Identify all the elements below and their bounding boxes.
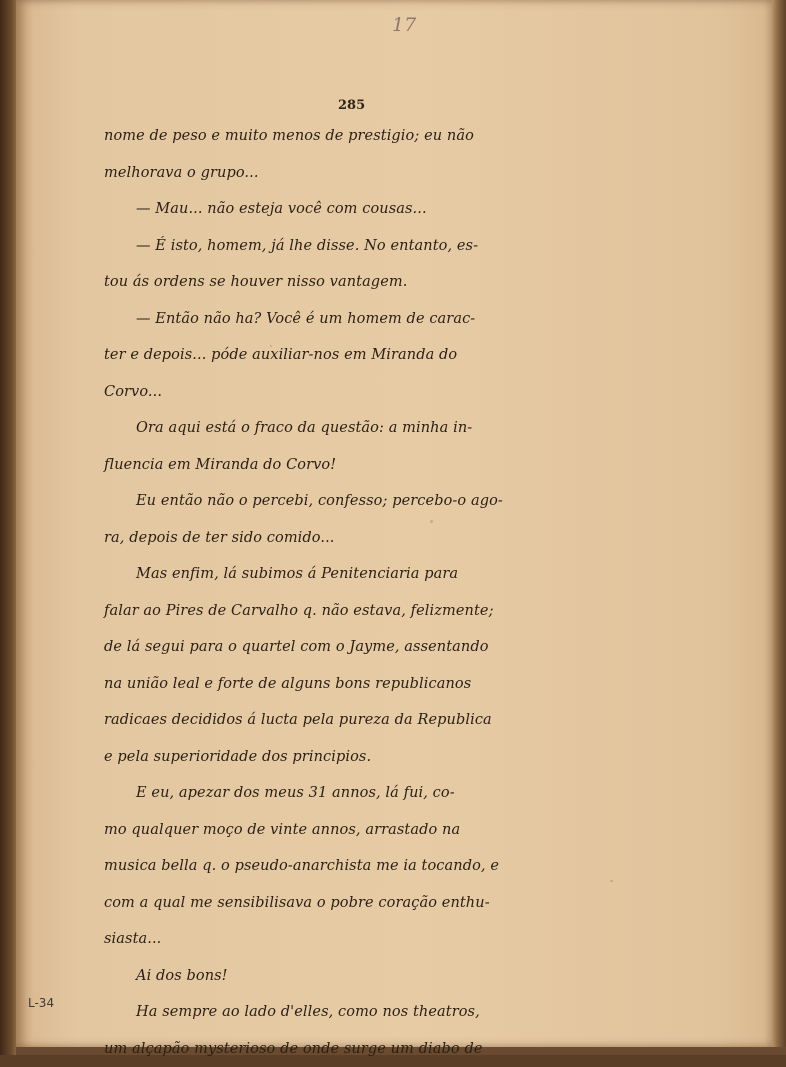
text-line: falar ao Pires de Carvalho q. não estava, felizmente; [104,593,584,630]
text-line: de lá segui para o quartel com o Jayme, assentando [104,629,584,666]
text-line: melhorava o grupo... [104,155,584,192]
page-right-edge [772,0,786,1055]
text-line: ra, depois de ter sido comido... [104,520,584,557]
text-line: Mas enfim, lá subimos á Penitenciaria para [104,556,584,593]
text-line: nome de peso e muito menos de prestigio; eu não [104,118,584,155]
handwritten-text [104,118,584,1067]
text-line: — Mau... não esteja você com cousas... [104,191,584,228]
text-line: com a qual me sensibilisava o pobre coração enthu- [104,885,584,922]
text-line: E eu, apezar dos meus 31 annos, lá fui, co- [104,775,584,812]
text-line: — Então não ha? Você é um homem de carac- [104,301,584,338]
text-line: Corvo... [104,374,584,411]
text-line: na união leal e forte de alguns bons republicanos [104,666,584,703]
text-line: ter e depois... póde auxiliar-nos em Miranda do [104,337,584,374]
text-line: — É isto, homem, já lhe disse. No entanto, es- [104,228,584,265]
text-line: e pela superioridade dos principios. [104,739,584,776]
text-line: um alçapão mysterioso de onde surge um diabo de [104,1031,584,1067]
text-line: Ha sempre ao lado d'elles, como nos theatros, [104,994,584,1031]
text-line: radicaes decididos á lucta pela pureza da Republica [104,702,584,739]
text-line: fluencia em Miranda do Corvo! [104,447,584,484]
text-line: musica bella q. o pseudo-anarchista me ia tocando, e [104,848,584,885]
text-line: Ai dos bons! [104,958,584,995]
archive-reference: L-34 [28,996,54,1010]
pencil-page-number: 17 [392,14,416,36]
text-line: mo qualquer moço de vinte annos, arrastado na [104,812,584,849]
text-line: tou ás ordens se houver nisso vantagem. [104,264,584,301]
paper-speck [610,880,613,882]
text-line: siasta... [104,921,584,958]
book-spine [0,0,16,1055]
text-line: Eu então não o percebi, confesso; percebo-o ago- [104,483,584,520]
text-line: Ora aqui está o fraco da questão: a minha in- [104,410,584,447]
ink-page-number: 285 [338,98,365,113]
